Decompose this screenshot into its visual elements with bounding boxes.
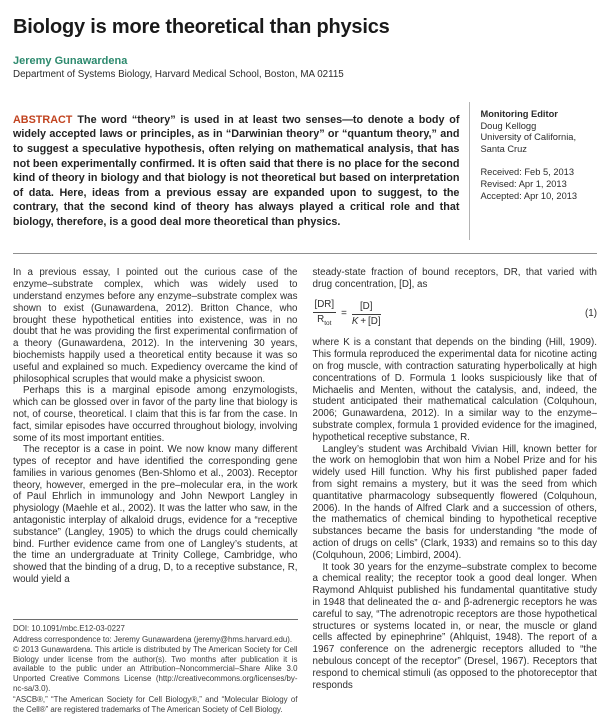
- editor-institution-line1: University of California,: [480, 132, 577, 143]
- abstract-text: The word “theory” is used in at least two senses—to denote a body of widely accepted laws or principles, as in “Darwinian theory” or “quantum theory,” and to suggest a speculative hypothesis, often relying on mathematical analysis, that has not been experimentally confirmed. It is often said that there is no place for the second kind of theory in biology and that biology is not theoretical but based on interpretation of data. Here, ideas from a previous essay are expanded upon to suggest, to the contrary, that the second kind of theory has always played a critical role and that biology, therefore, is a good deal more theoretical than physics.: [13, 113, 460, 228]
- footnotes-block: [13, 619, 298, 715]
- body-paragraph: In a previous essay, I pointed out the curious case of the enzyme–substrate complex, which was widely used to understand enzymes before any enzyme–substrate complex was shown to exist (Gunawardena, 2012). Britton Chance, who brought these hypothetical entities into existence, was in no doubt that he was providing the first experimental confirmation of a theory (Gunawardena, 2012). In the intervening 30 years, biochemists happily used a theoretical entity because it was so useful and explained so much. Expediency overcame the kind of philosophical scruples that would make a physicist swoon.: [13, 267, 298, 385]
- body-columns: [13, 267, 597, 715]
- author-name: Jeremy Gunawardena: [13, 55, 128, 67]
- denominator: $R_{tot}$: [317, 313, 332, 327]
- right-column: [313, 267, 598, 715]
- monitoring-editor-label: Monitoring Editor: [480, 109, 558, 119]
- doi-line: DOI: 10.1091/mbc.E12-03-0227: [13, 624, 125, 633]
- page-title: Biology is more theoretical than physics: [13, 16, 390, 38]
- abstract-paragraph: [13, 113, 459, 230]
- editor-name: Doug Kellogg: [480, 120, 537, 131]
- body-paragraph: Langley’s student was Archibald Vivian Hill, known better for the work on hemoglobin that won him a Nobel Prize and for his widely used Hill function. Why his first published paper faded from sight remains a mystery, but it was the seed from which quantitative pharmacology subsequently flowered (Colquhoun, 2006). In the hands of Alfred Clark and a succession of others, the mathematics of chemical binding to hypothetical receptive substances became the basis for understanding “the mode of action of drugs on cells” (Clark, 1933) and remains so to this day (Colquhoun, 2006; Limbird, 2004).: [312, 443, 597, 561]
- license-note: © 2013 Gunawardena. This article is distributed by The American Society for Cell Biology under license from the author(s). Two months after publication it is available to the public under an Attribution–Noncommercial–Share Alike 3.0 Unported Creative Commons License (http://creativecommons.org/licenses/by-nc-sa/3.0).: [13, 645, 298, 693]
- abstract-section: [13, 102, 597, 240]
- trademarks-note: “ASCB®,” “The American Society for Cell Biology®,” and “Molecular Biology of the Cell®” are registered trademarks of The American Society of Cell Biology.: [13, 695, 298, 714]
- section-divider: [13, 253, 597, 254]
- body-paragraph: Perhaps this is a marginal episode among enzymologists, which can be glossed over in favor of the party line that biology is not, of course, theoretical. I claim that this is far from the case. In fact, similar episodes have occurred throughout biology, involving some of its most important entities.: [13, 385, 298, 444]
- equals-sign: =: [341, 308, 347, 320]
- numerator: [D]: [352, 301, 381, 315]
- accepted-date: Accepted: Apr 10, 2013: [480, 190, 578, 201]
- editor-institution-line2: Santa Cruz: [480, 143, 527, 154]
- correspondence-line: Address correspondence to: Jeremy Gunawardena (jeremy@hms.harvard.edu).: [13, 634, 293, 644]
- numerator: [DR]: [313, 299, 337, 313]
- left-column: [13, 267, 298, 715]
- fraction-left: [313, 299, 337, 330]
- body-paragraph: steady-state fraction of bound receptors, DR, that varied with drug concentration, [D], as: [312, 267, 597, 291]
- body-paragraph: It took 30 years for the enzyme–substrate complex to become a chemical reality; the receptor took a good deal longer. When Raymond Ahlquist published his fundamental quantitative study in 1948 that delineated the α- and β-adrenergic receptors he was careful to say, “The adrenotropic receptors are those hypothetical structures or systems located in, or near, the muscle or gland cells affected by epinephrine” (Ahlquist, 1948). The report of a 1967 conference on the adrenergic receptors alluded to “the nebulous concept of the receptor” (Dresel, 1967). Receptors that respond to chemical stimuli (as opposed to the photoreceptor that responds: [312, 561, 597, 691]
- editor-info-column: [480, 102, 597, 240]
- equation-number: (1): [585, 308, 597, 320]
- fraction-right: [352, 301, 381, 328]
- revised-date: Revised: Apr 1, 2013: [480, 178, 567, 189]
- vertical-divider: [469, 102, 470, 240]
- denominator: K + [D]: [351, 315, 381, 327]
- article-dates: [480, 167, 597, 202]
- equation-1: [313, 299, 598, 330]
- author-affiliation: Department of Systems Biology, Harvard Medical School, Boston, MA 02115: [13, 69, 344, 80]
- received-date: Received: Feb 5, 2013: [480, 167, 574, 178]
- abstract-label: ABSTRACT: [13, 113, 73, 126]
- body-paragraph: The receptor is a case in point. We now know many different types of receptor and have identified the corresponding gene families in various genomes (Ben-Shlomo et al., 2003). Receptor theory, however, emerged in the pre–molecular era, in the work of Paul Ehrlich in immunology and John Newport Langley in physiology (Maehle et al., 2002). It was the latter who saw, in the antagonistic interplay of alkaloid drugs, evidence for a “receptive substance” (Langley, 1905) to which the drugs could chemically bind. Further evidence came from one of Langley’s students, at the time an undergraduate at Trinity College, Cambridge, who showed that the binding of a drug, D, to a receptive substance, R, would yield a: [13, 444, 298, 586]
- body-paragraph: where K is a constant that depends on the binding (Hill, 1909). This formula reproduced the experimental data for nicotine acting on frog muscle, with contraction saturating hyperbolically at high concentrations of D. Formula 1 looks suspiciously like that of Michaelis and Menten, without the catalysis, and, indeed, the student anticipated their mathematical calculation (Colquhoun, 2006; Gunawardena, 2012). In a similar way to the enzyme–substrate complex, formula 1 provided evidence for the imagined, hypothetical receptive substance, R.: [312, 337, 597, 443]
